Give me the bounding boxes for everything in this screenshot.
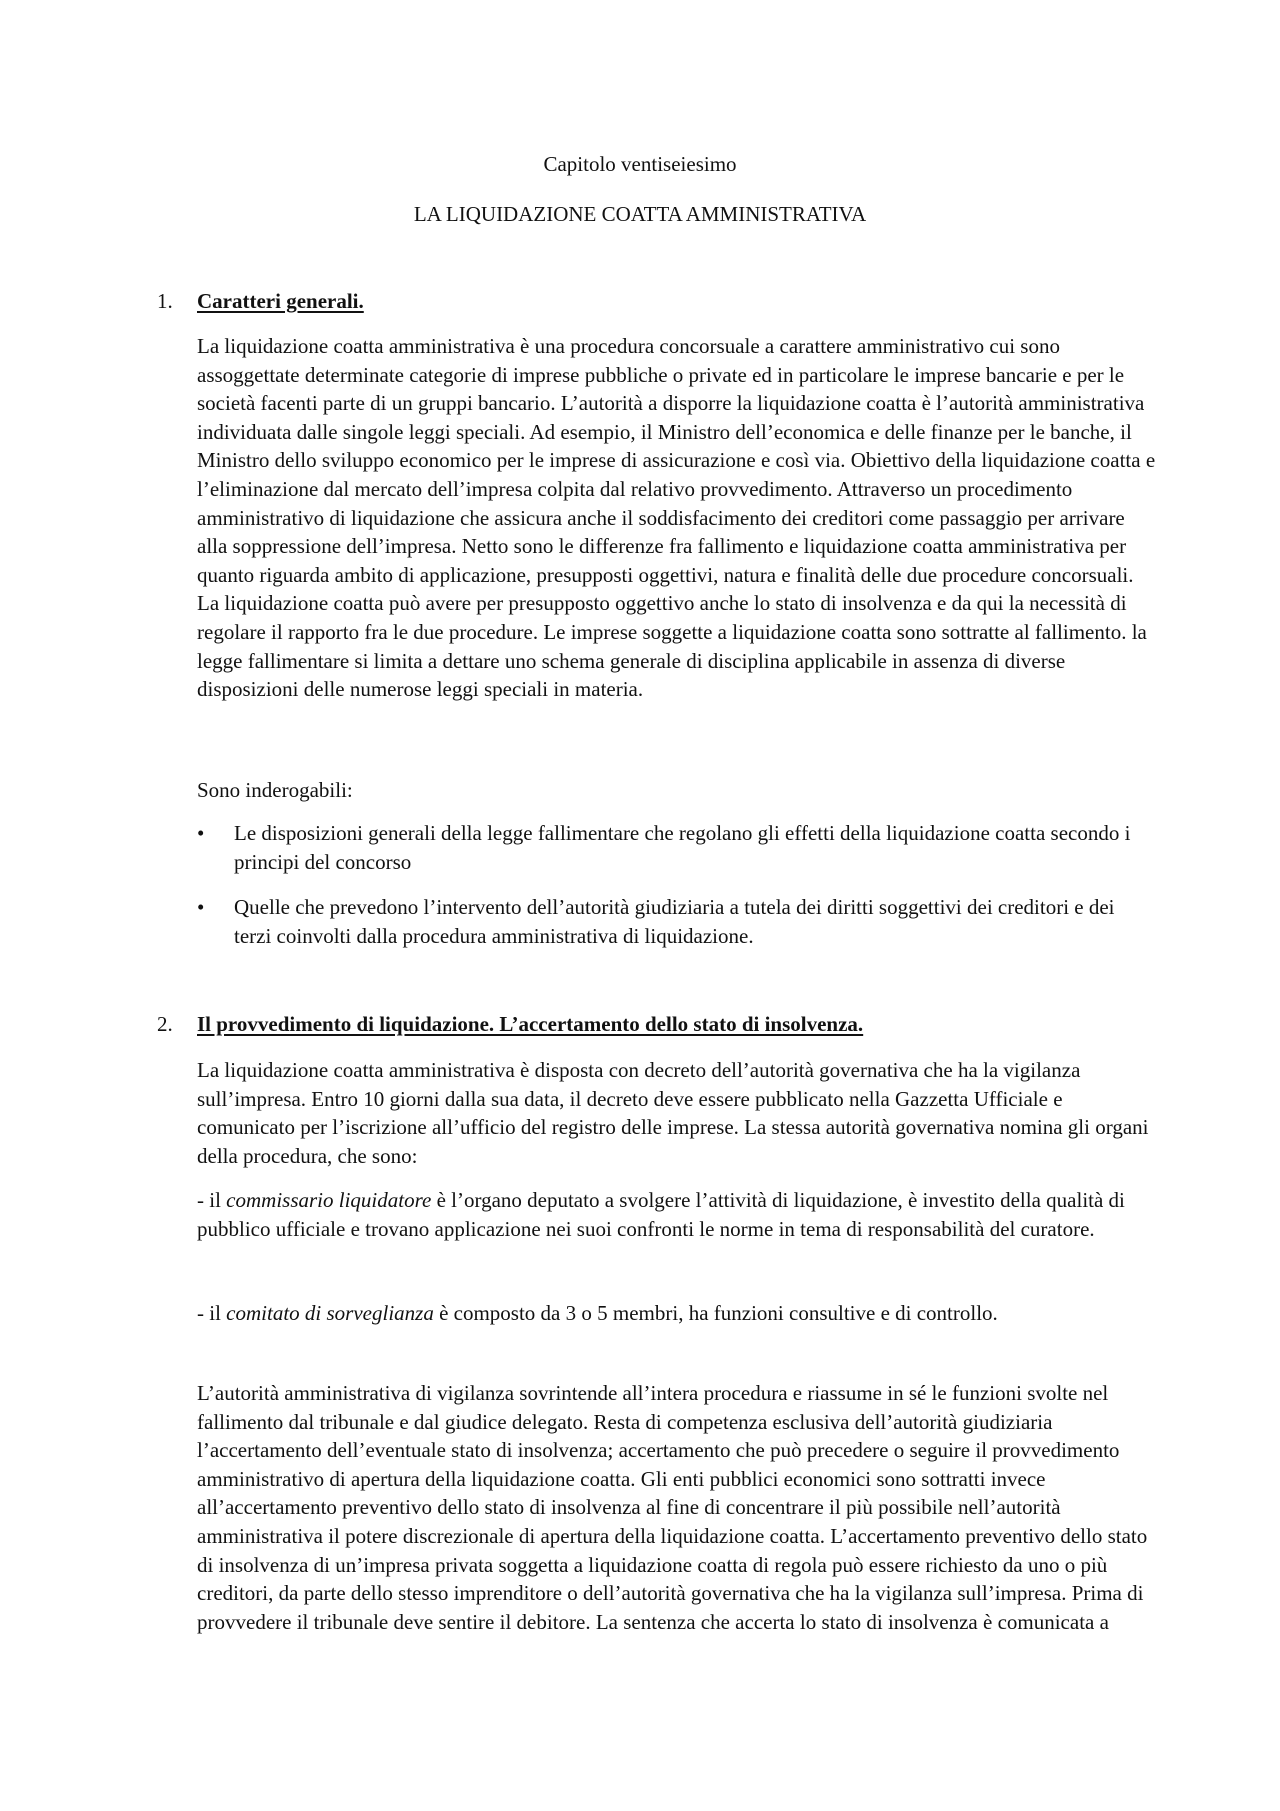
- section-1-paragraph: La liquidazione coatta amministrativa è una procedura concorsuale a carattere amministrativo cui sono assoggettate determinate categorie di imprese pubbliche o private ed in particolare le imprese bancarie e per le società facenti parte di un gruppi bancario. L’autorità a disporre la liquidazione coatta è l’autorità amministrativa individuata dalle singole leggi speciali. Ad esempio, il Ministro dell’economica e delle finanze per le banche, il Ministro dello sviluppo economico per le imprese di assicurazione e così via. Obiettivo della liquidazione coatta e l’eliminazione dal mercato dell’impresa colpita dal relativo provvedimento. Attraverso un procedimento amministrativo di liquidazione che assicura anche il soddisfacimento dei creditori come passaggio per arrivare alla soppressione dell’impresa. Netto sono le differenze fra fallimento e liquidazione coatta amministrativa per quanto riguarda ambito di applicazione, presupposti oggettivi, natura e finalità delle due procedure concorsuali. La liquidazione coatta può avere per presupposto oggettivo anche lo stato di insolvenza e da qui la necessità di regolare il rapporto fra le due procedure. Le imprese soggette a liquidazione coatta sono sottratte al fallimento. la legge fallimentare si limita a dettare uno schema generale di disciplina applicabile in assenza di diverse disposizioni delle numerose leggi speciali in materia.: [197, 334, 1156, 702]
- list-item-text: Le disposizioni generali della legge fallimentare che regolano gli effetti della liquidazione coatta secondo i principi del concorso: [234, 821, 1131, 874]
- list-item-text: Quelle che prevedono l’intervento dell’autorità giudiziaria a tutela dei diritti soggettivi dei creditori e dei terzi coinvolti dalla procedura amministrativa di liquidazione.: [234, 895, 1115, 948]
- chapter-title: LA LIQUIDAZIONE COATTA AMMINISTRATIVA: [413, 202, 867, 226]
- section-1-title: Caratteri generali.: [197, 289, 364, 313]
- organ-name: commissario liquidatore: [226, 1188, 432, 1212]
- list-item: [197, 893, 1157, 950]
- organ-prefix: - il: [197, 1301, 227, 1325]
- section-1-list-intro: Sono inderogabili:: [197, 778, 353, 802]
- list-item: [197, 819, 1157, 876]
- section-2-heading: [157, 1010, 863, 1038]
- organ-name: comitato di sorveglianza: [226, 1301, 434, 1325]
- bullet-icon: •: [197, 895, 205, 919]
- section-1-number: 1.: [157, 289, 173, 313]
- chapter-label: Capitolo ventiseiesimo: [543, 152, 737, 176]
- organ-commissario-liquidatore: [197, 1186, 1157, 1243]
- bullet-icon: •: [197, 821, 205, 845]
- section-1-heading: [157, 287, 364, 315]
- organ-comitato-sorveglianza: [197, 1299, 1157, 1328]
- section-2-paragraph-1: La liquidazione coatta amministrativa è disposta con decreto dell’autorità governativa che ha la vigilanza sull’impresa. Entro 10 giorni dalla sua data, il decreto deve essere pubblicato nella Gazzetta Ufficiale e comunicato per l’iscrizione all’ufficio del registro delle imprese. La stessa autorità governativa nomina gli organi della procedura, che sono:: [197, 1058, 1149, 1168]
- section-2-number: 2.: [157, 1012, 173, 1036]
- section-2-paragraph-2: L’autorità amministrativa di vigilanza sovrintende all’intera procedura e riassume in sé le funzioni svolte nel fallimento dal tribunale e dal giudice delegato. Resta di competenza esclusiva dell’autorità giudiziaria l’accertamento dell’eventuale stato di insolvenza; accertamento che può precedere o seguire il provvedimento amministrativo di apertura della liquidazione coatta. Gli enti pubblici economici sono sottratti invece all’accertamento preventivo dello stato di insolvenza al fine di concentrare il più possibile nell’autorità amministrativa il potere discrezionale di apertura della liquidazione coatta. L’accertamento preventivo dello stato di insolvenza di un’impresa privata soggetta a liquidazione coatta di regola può essere richiesto da uno o più creditori, da parte dello stesso imprenditore o dell’autorità governativa che ha la vigilanza sull’impresa. Prima di provvedere il tribunale deve sentire il debitore. La sentenza che accerta lo stato di insolvenza è comunicata a: [197, 1381, 1148, 1634]
- organ-prefix: - il: [197, 1188, 227, 1212]
- organ-description: è l’organo deputato a svolgere l’attività di liquidazione, è investito della qualità di pubblico ufficiale e trovano applicazione nei suoi confronti le norme in tema di responsabilità del curatore.: [197, 1188, 1125, 1241]
- section-2-title: Il provvedimento di liquidazione. L’accertamento dello stato di insolvenza.: [197, 1012, 864, 1036]
- organ-description: è composto da 3 o 5 membri, ha funzioni consultive e di controllo.: [433, 1301, 998, 1325]
